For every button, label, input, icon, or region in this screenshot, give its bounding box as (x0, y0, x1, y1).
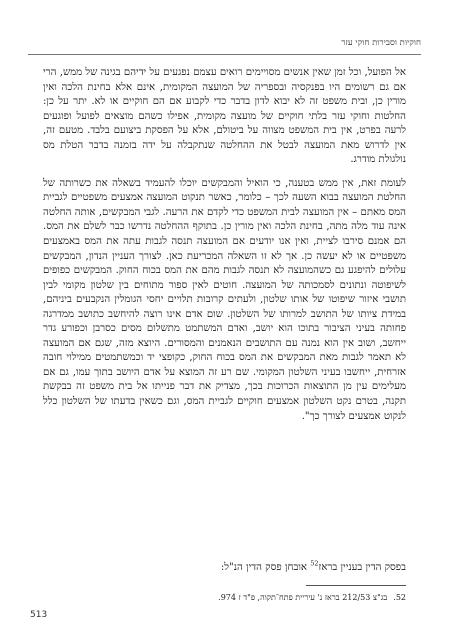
running-head: חוקיות וסבירות חוקי עזר (341, 38, 421, 48)
quote-intro-text: בפסק הדין בעניין בראז (318, 562, 406, 573)
footnote-number: 52. (393, 593, 406, 602)
quote-intro (43, 561, 406, 576)
paragraph-1: אל הפועל, וכל זמן שאין אנשים מסויימים רואים עצמם נפגעים על ידיהם בגינה של ממש, הרי אם גם רשומים היו בפנקסיה ובספריה של המועצה המקומית, אינם אלא בחינת הלכה ואין מורין כן, ובית משפט זה לא יבוא לדון בדבר כדי לקבוע אם הם חוקיים או לא. יתר על כן: החלטות וחוקי עזר בלתי חוקיים של מועצה מקומית, אפילו כשהם מוצאים לפועל ופוגעים לרעה בפרט, אין בית המשפט מצווה על ביטולם, אלא על הפסקת ביצועם בלבד. מטעם זה, אין לדרוש מאת המועצה לבטל את ההחלטה שנתקבלה על ידה בזמנה בדבר הטלת מס נולגולת מודרג. (43, 67, 406, 166)
footnote (43, 593, 406, 602)
body-text (43, 66, 406, 424)
page-number: 513 (30, 610, 48, 620)
quote-intro-rest: אובחן פסק הדין הנ"ל: (220, 562, 311, 573)
footnote-text: בג"צ 212/53 בראז נ' עיריית פתח־תקוה, פ"ד ז 974. (218, 593, 388, 602)
header-divider (28, 54, 421, 55)
footnote-divider (306, 585, 406, 586)
paragraph-2: לעומת זאת, אין ממש בטענה, כי הואיל והמבקשים יוכלו להעמיד בשאלה את כשרותה של החלטת המועצה בבוא השעה לכך – כלומר, כאשר תנקוט המועצה אמצעים משפטיים לגביית המס מאתם – אין המועצה לבית המשפט כדי לקדם את הרעה. לגבי המבקשים, אותה החלטה אינה עוד מלה מתה, בחינת הלכה ואין מורין כן. בתוקף ההחלטה נדרשו כבר לשלם את המס. הם אמנם סירבו לציית, ואין אנו יודעים אם המועצה תנסה לגבות עתה את המס באמצעים משפטיים או לא יעשה כן. אך לא זו השאלה המכריעת כאן. לצורך העניין הנדון, המבקשים עלולים להיפגע גם כשהמועצה לא תנסה לגבות מהם את המס בכוח החוק. המבקשים כפופים לשיפוטה ונתונים לסמכותה של המועצה. חוטים לאין ספור מתוחים בין שלטון מקומי לבין תושבי איזור שיפוטו של אותו שלטון, ולעתים קרובות תלויים יחסי הגומלין הנקבעים ביניהם, במידת ציותו של התושב למרותו של השלטון. שום אדם אינו רוצה להיחשב כתושב ממדרגה פחותה בעיני הציבור בתוכו הוא יושב, ואדם המשתמט מתשלום מסים כסרבן וכפורע גדר ייחשב, ושוב אין הוא נמנה עם התושבים הנאמנים והמסורים. היוצא מזה, שגם אם המועצה לא תאמר לגבות מאת המבקשים את המס בכוח החוק, כקופצי יד וכמשתמטים ממילוי חובה אזרחית, ייחשבו בעיני השלטון המקומי. שם רע זה המוצא על אדם היושב בתוך עמו, גם אם מעלימים עין מן התוצאות הכרוכות בכך, מצדיק את דבר פנייתו אל בית משפט זה בבקשת תקנה, בטרם נקט השלטון אמצעים חוקיים לגביית המס, וגם כשאין בדעתו של השלטון כלל לנקוט אמצעים לצורך כך". (43, 177, 406, 422)
footnote-reference[interactable]: 52 (310, 559, 319, 568)
